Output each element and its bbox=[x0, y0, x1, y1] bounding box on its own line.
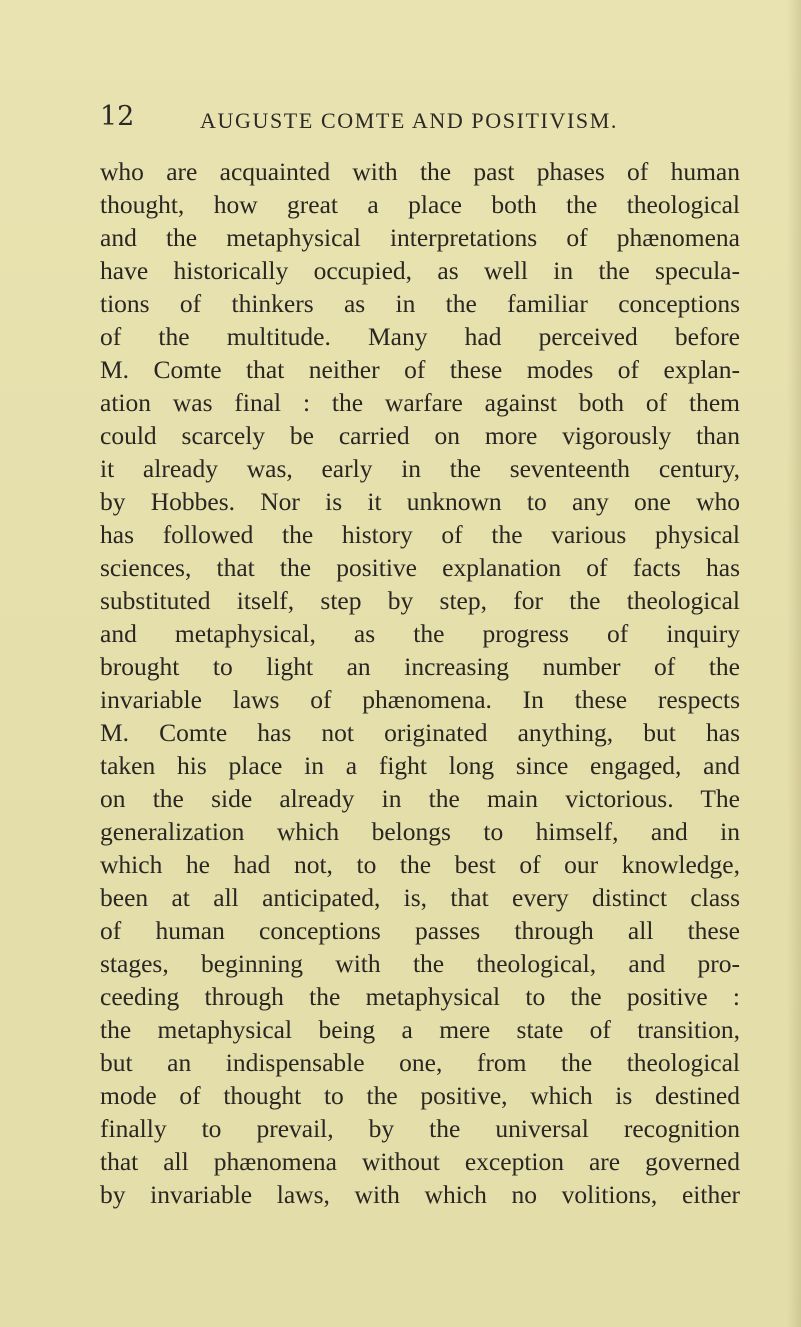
text-line: finally to prevail, by the universal recognition bbox=[100, 1114, 740, 1143]
text-line: but an indispensable one, from the theological bbox=[100, 1048, 740, 1077]
text-line: it already was, early in the seventeenth century, bbox=[100, 454, 740, 483]
text-line: on the side already in the main victorious. The bbox=[100, 784, 740, 813]
text-line: brought to light an increasing number of the bbox=[100, 652, 740, 681]
text-line: substituted itself, step by step, for the theological bbox=[100, 586, 740, 615]
text-line: taken his place in a fight long since engaged, and bbox=[100, 751, 740, 780]
text-line: of the multitude. Many had perceived before bbox=[100, 322, 740, 351]
text-line: ceeding through the metaphysical to the positive : bbox=[100, 982, 740, 1011]
text-line: has followed the history of the various physical bbox=[100, 520, 740, 549]
text-line: and metaphysical, as the progress of inquiry bbox=[100, 619, 740, 648]
text-line: M. Comte that neither of these modes of explan- bbox=[100, 355, 740, 384]
text-line: have historically occupied, as well in the specula- bbox=[100, 256, 740, 285]
body-text bbox=[100, 155, 740, 1211]
page-number: 12 bbox=[100, 101, 135, 132]
text-line: sciences, that the positive explanation of facts has bbox=[100, 553, 740, 582]
text-line: invariable laws of phænomena. In these respects bbox=[100, 685, 740, 714]
text-line: ation was final : the warfare against both of them bbox=[100, 388, 740, 417]
text-line: the metaphysical being a mere state of transition, bbox=[100, 1015, 740, 1044]
text-line: tions of thinkers as in the familiar conceptions bbox=[100, 289, 740, 318]
text-line: been at all anticipated, is, that every distinct class bbox=[100, 883, 740, 912]
running-head: AUGUSTE COMTE AND POSITIVISM. bbox=[200, 108, 618, 133]
text-line: stages, beginning with the theological, and pro- bbox=[100, 949, 740, 978]
text-line: mode of thought to the positive, which is destined bbox=[100, 1081, 740, 1110]
text-line: by invariable laws, with which no volitions, either bbox=[100, 1180, 740, 1209]
text-line: that all phænomena without exception are governed bbox=[100, 1147, 740, 1176]
page-edge-shadow bbox=[787, 0, 801, 1327]
text-line: by Hobbes. Nor is it unknown to any one who bbox=[100, 487, 740, 516]
text-line: and the metaphysical interpretations of phænomena bbox=[100, 223, 740, 252]
text-line: generalization which belongs to himself, and in bbox=[100, 817, 740, 846]
text-line: M. Comte has not originated anything, but has bbox=[100, 718, 740, 747]
text-line: of human conceptions passes through all these bbox=[100, 916, 740, 945]
text-line: which he had not, to the best of our knowledge, bbox=[100, 850, 740, 879]
text-line: thought, how great a place both the theological bbox=[100, 190, 740, 219]
text-line: who are acquainted with the past phases of human bbox=[100, 157, 740, 186]
text-line: could scarcely be carried on more vigorously than bbox=[100, 421, 740, 450]
page-header bbox=[0, 100, 801, 140]
